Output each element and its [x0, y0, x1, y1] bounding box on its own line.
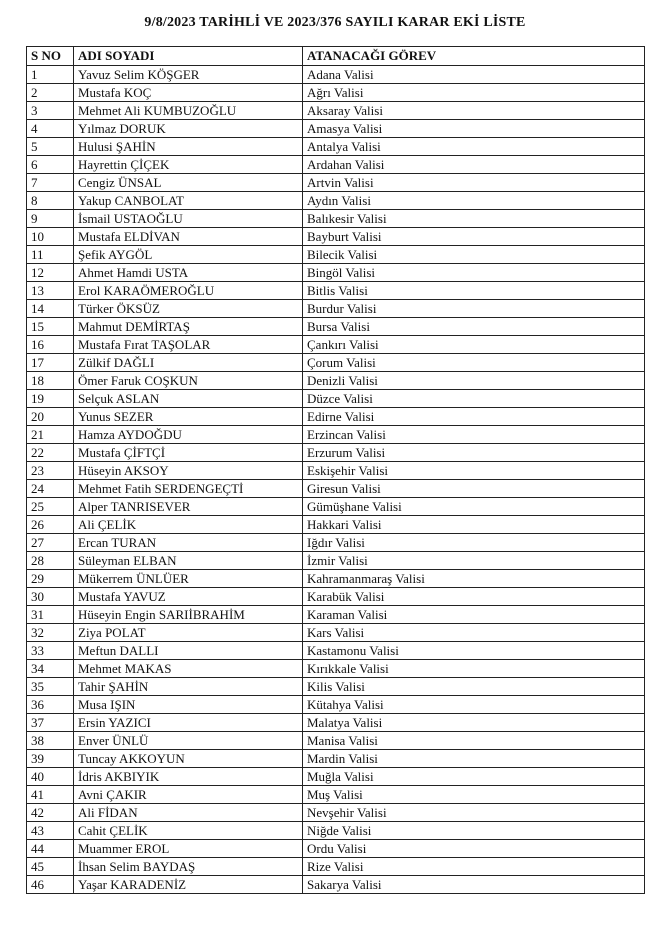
row-name: Mehmet Ali KUMBUZOĞLU: [74, 102, 303, 120]
row-number: 22: [27, 444, 74, 462]
row-post: Niğde Valisi: [303, 822, 645, 840]
row-number: 14: [27, 300, 74, 318]
row-name: Yaşar KARADENİZ: [74, 876, 303, 894]
row-post: Antalya Valisi: [303, 138, 645, 156]
row-post: Sakarya Valisi: [303, 876, 645, 894]
row-number: 16: [27, 336, 74, 354]
row-name: İsmail USTAOĞLU: [74, 210, 303, 228]
table-row: [27, 714, 645, 732]
row-post: Nevşehir Valisi: [303, 804, 645, 822]
row-post: Rize Valisi: [303, 858, 645, 876]
row-post: Adana Valisi: [303, 66, 645, 84]
row-number: 25: [27, 498, 74, 516]
table-row: [27, 732, 645, 750]
row-post: Giresun Valisi: [303, 480, 645, 498]
row-number: 32: [27, 624, 74, 642]
row-post: Bursa Valisi: [303, 318, 645, 336]
row-number: 29: [27, 570, 74, 588]
row-number: 12: [27, 264, 74, 282]
row-name: Ömer Faruk COŞKUN: [74, 372, 303, 390]
table-row: [27, 354, 645, 372]
table-row: [27, 588, 645, 606]
table-row: [27, 246, 645, 264]
row-name: Yılmaz DORUK: [74, 120, 303, 138]
row-name: Alper TANRISEVER: [74, 498, 303, 516]
row-number: 18: [27, 372, 74, 390]
row-post: Muğla Valisi: [303, 768, 645, 786]
row-name: Hamza AYDOĞDU: [74, 426, 303, 444]
table-row: [27, 390, 645, 408]
row-post: Mardin Valisi: [303, 750, 645, 768]
row-name: Mustafa ELDİVAN: [74, 228, 303, 246]
row-number: 6: [27, 156, 74, 174]
row-number: 34: [27, 660, 74, 678]
row-number: 13: [27, 282, 74, 300]
row-post: Edirne Valisi: [303, 408, 645, 426]
row-number: 7: [27, 174, 74, 192]
row-name: Musa IŞIN: [74, 696, 303, 714]
row-number: 40: [27, 768, 74, 786]
row-number: 36: [27, 696, 74, 714]
row-number: 19: [27, 390, 74, 408]
table-row: [27, 408, 645, 426]
row-name: Yunus SEZER: [74, 408, 303, 426]
row-number: 23: [27, 462, 74, 480]
row-number: 30: [27, 588, 74, 606]
row-number: 5: [27, 138, 74, 156]
row-number: 2: [27, 84, 74, 102]
table-row: [27, 822, 645, 840]
row-number: 45: [27, 858, 74, 876]
table-row: [27, 768, 645, 786]
table-row: [27, 858, 645, 876]
row-name: Mustafa ÇİFTÇİ: [74, 444, 303, 462]
row-post: Bayburt Valisi: [303, 228, 645, 246]
row-post: Denizli Valisi: [303, 372, 645, 390]
row-name: Türker ÖKSÜZ: [74, 300, 303, 318]
row-name: İhsan Selim BAYDAŞ: [74, 858, 303, 876]
row-name: Selçuk ASLAN: [74, 390, 303, 408]
table-row: [27, 210, 645, 228]
row-number: 21: [27, 426, 74, 444]
row-post: Ağrı Valisi: [303, 84, 645, 102]
row-number: 33: [27, 642, 74, 660]
row-name: Mustafa Fırat TAŞOLAR: [74, 336, 303, 354]
appointment-table: [26, 46, 645, 894]
table-row: [27, 228, 645, 246]
row-name: İdris AKBIYIK: [74, 768, 303, 786]
row-number: 8: [27, 192, 74, 210]
row-name: Mükerrem ÜNLÜER: [74, 570, 303, 588]
row-number: 1: [27, 66, 74, 84]
row-number: 46: [27, 876, 74, 894]
row-name: Mustafa KOÇ: [74, 84, 303, 102]
table-row: [27, 264, 645, 282]
table-row: [27, 480, 645, 498]
table-header-row: [27, 47, 645, 66]
row-number: 17: [27, 354, 74, 372]
page-title: 9/8/2023 TARİHLİ VE 2023/376 SAYILI KARAR EKİ LİSTE: [144, 15, 526, 30]
row-name: Hayrettin ÇİÇEK: [74, 156, 303, 174]
row-number: 41: [27, 786, 74, 804]
row-post: Bitlis Valisi: [303, 282, 645, 300]
row-post: Bilecik Valisi: [303, 246, 645, 264]
row-name: Cahit ÇELİK: [74, 822, 303, 840]
row-post: Çankırı Valisi: [303, 336, 645, 354]
row-post: Ardahan Valisi: [303, 156, 645, 174]
row-number: 37: [27, 714, 74, 732]
row-name: Muammer EROL: [74, 840, 303, 858]
row-post: Muş Valisi: [303, 786, 645, 804]
table-row: [27, 570, 645, 588]
row-post: İzmir Valisi: [303, 552, 645, 570]
row-post: Karaman Valisi: [303, 606, 645, 624]
row-name: Tahir ŞAHİN: [74, 678, 303, 696]
row-name: Cengiz ÜNSAL: [74, 174, 303, 192]
row-post: Düzce Valisi: [303, 390, 645, 408]
table-row: [27, 516, 645, 534]
row-post: Gümüşhane Valisi: [303, 498, 645, 516]
row-post: Çorum Valisi: [303, 354, 645, 372]
row-number: 4: [27, 120, 74, 138]
row-post: Aydın Valisi: [303, 192, 645, 210]
table-row: [27, 138, 645, 156]
row-name: Ziya POLAT: [74, 624, 303, 642]
table-row: [27, 876, 645, 894]
row-number: 11: [27, 246, 74, 264]
row-number: 38: [27, 732, 74, 750]
row-number: 10: [27, 228, 74, 246]
table-row: [27, 282, 645, 300]
row-post: Aksaray Valisi: [303, 102, 645, 120]
table-row: [27, 498, 645, 516]
row-post: Karabük Valisi: [303, 588, 645, 606]
table-row: [27, 426, 645, 444]
row-name: Avni ÇAKIR: [74, 786, 303, 804]
row-number: 35: [27, 678, 74, 696]
row-name: Yakup CANBOLAT: [74, 192, 303, 210]
row-post: Iğdır Valisi: [303, 534, 645, 552]
row-name: Ali ÇELİK: [74, 516, 303, 534]
table-row: [27, 696, 645, 714]
row-post: Manisa Valisi: [303, 732, 645, 750]
table-row: [27, 660, 645, 678]
row-number: 39: [27, 750, 74, 768]
row-post: Artvin Valisi: [303, 174, 645, 192]
table-row: [27, 192, 645, 210]
row-post: Malatya Valisi: [303, 714, 645, 732]
table-row: [27, 174, 645, 192]
table-row: [27, 84, 645, 102]
table-row: [27, 66, 645, 84]
row-number: 26: [27, 516, 74, 534]
row-post: Ordu Valisi: [303, 840, 645, 858]
table-row: [27, 372, 645, 390]
table-row: [27, 462, 645, 480]
row-post: Kastamonu Valisi: [303, 642, 645, 660]
table-row: [27, 678, 645, 696]
row-name: Hüseyin AKSOY: [74, 462, 303, 480]
row-name: Hulusi ŞAHİN: [74, 138, 303, 156]
row-name: Erol KARAÖMEROĞLU: [74, 282, 303, 300]
row-post: Erzurum Valisi: [303, 444, 645, 462]
table-row: [27, 642, 645, 660]
table-row: [27, 120, 645, 138]
table-row: [27, 444, 645, 462]
table-row: [27, 606, 645, 624]
row-post: Balıkesir Valisi: [303, 210, 645, 228]
row-number: 31: [27, 606, 74, 624]
row-number: 27: [27, 534, 74, 552]
table-row: [27, 156, 645, 174]
table-row: [27, 786, 645, 804]
row-name: Ahmet Hamdi USTA: [74, 264, 303, 282]
row-name: Ersin YAZICI: [74, 714, 303, 732]
row-name: Ercan TURAN: [74, 534, 303, 552]
row-number: 3: [27, 102, 74, 120]
table-body: [27, 66, 645, 894]
row-number: 28: [27, 552, 74, 570]
row-name: Yavuz Selim KÖŞGER: [74, 66, 303, 84]
table-row: [27, 552, 645, 570]
row-number: 15: [27, 318, 74, 336]
row-post: Amasya Valisi: [303, 120, 645, 138]
row-number: 44: [27, 840, 74, 858]
table-row: [27, 624, 645, 642]
row-name: Tuncay AKKOYUN: [74, 750, 303, 768]
row-name: Şefik AYGÖL: [74, 246, 303, 264]
row-name: Süleyman ELBAN: [74, 552, 303, 570]
row-post: Eskişehir Valisi: [303, 462, 645, 480]
header-sno: S NO: [27, 47, 74, 66]
row-post: Erzincan Valisi: [303, 426, 645, 444]
row-name: Hüseyin Engin SARIİBRAHİM: [74, 606, 303, 624]
row-name: Meftun DALLI: [74, 642, 303, 660]
header-name: ADI SOYADI: [74, 47, 303, 66]
table-row: [27, 804, 645, 822]
row-post: Kütahya Valisi: [303, 696, 645, 714]
header-post: ATANACAĞI GÖREV: [303, 47, 645, 66]
row-number: 42: [27, 804, 74, 822]
row-post: Kilis Valisi: [303, 678, 645, 696]
row-name: Zülkif DAĞLI: [74, 354, 303, 372]
table-row: [27, 318, 645, 336]
table-row: [27, 840, 645, 858]
row-post: Kırıkkale Valisi: [303, 660, 645, 678]
table-row: [27, 336, 645, 354]
row-name: Ali FİDAN: [74, 804, 303, 822]
table-row: [27, 300, 645, 318]
row-name: Mehmet Fatih SERDENGEÇTİ: [74, 480, 303, 498]
table-row: [27, 102, 645, 120]
table-row: [27, 534, 645, 552]
row-post: Kars Valisi: [303, 624, 645, 642]
row-name: Mehmet MAKAS: [74, 660, 303, 678]
row-post: Hakkari Valisi: [303, 516, 645, 534]
row-number: 20: [27, 408, 74, 426]
row-name: Mustafa YAVUZ: [74, 588, 303, 606]
row-number: 24: [27, 480, 74, 498]
row-name: Mahmut DEMİRTAŞ: [74, 318, 303, 336]
row-post: Bingöl Valisi: [303, 264, 645, 282]
row-post: Burdur Valisi: [303, 300, 645, 318]
row-number: 9: [27, 210, 74, 228]
table-row: [27, 750, 645, 768]
row-post: Kahramanmaraş Valisi: [303, 570, 645, 588]
row-number: 43: [27, 822, 74, 840]
row-name: Enver ÜNLÜ: [74, 732, 303, 750]
